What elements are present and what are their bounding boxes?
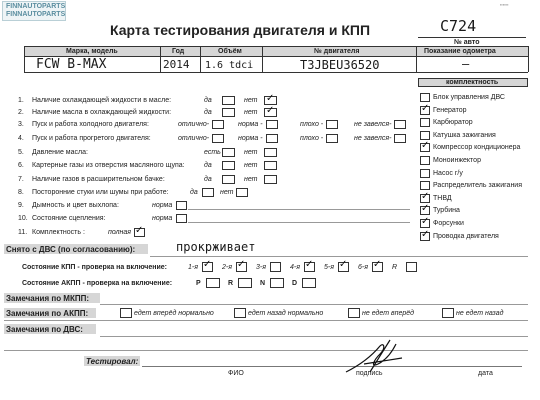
note-akpp-label: Замечания по АКПП: [6,309,89,318]
option-checkbox[interactable] [236,188,248,197]
row-label: Состояние сцепления: [32,215,106,222]
check-mark-icon: ✓ [305,259,314,270]
option-label: норма - [238,121,263,128]
row-number: 2. [18,109,24,116]
option-label: не завелся- [354,121,392,128]
check-mark-icon: ✓ [421,140,430,152]
sign-fio: ФИО [228,370,244,377]
option-checkbox[interactable] [394,120,406,129]
row-number: 10. [18,215,28,222]
row-label: Наличие масла в охлаждающей жидкости: [32,109,172,116]
sign-date: дата [478,370,493,377]
option-label: норма [152,215,173,222]
option-checkbox[interactable] [202,188,214,197]
option-label: отлично- [178,135,210,142]
row-label: Посторонние стуки или шумы при работе: [32,189,169,196]
option-label: да [204,162,212,169]
option-checkbox[interactable] [222,161,235,170]
check-mark-icon: ✓ [373,259,382,270]
row-label: Давление масла: [32,149,88,156]
top-corner-noise: ▪▪▪▪▪▪ [500,2,509,7]
option-label: норма [152,202,173,209]
option-checkbox[interactable] [212,134,224,143]
check-mark-icon: ✓ [421,102,430,114]
check-mark-icon: ✓ [421,203,430,215]
row-number: 9. [18,202,24,209]
check-mark-icon: ✓ [203,259,212,270]
value-volume: 1.6 tdci [205,60,254,71]
gear-label: 3-я [256,264,266,271]
header-brand: Марка, модель [66,48,118,55]
gear-label: 6-я [358,264,368,271]
option-label: отлично- [178,121,210,128]
option-label: есть [204,149,221,156]
row-number: 11. [18,229,28,236]
check-mark-icon: ✓ [421,216,430,227]
auto-position-label: R [228,280,234,287]
row-label: Наличие охлаждающей жидкости в масле: [32,97,172,104]
component-label: Насос г/у [433,169,463,177]
auto-position-checkbox[interactable] [302,278,316,288]
option-checkbox[interactable] [264,161,277,170]
row-label: Комплектность : [32,229,85,236]
component-checkbox[interactable] [420,169,430,178]
check-mark-icon: ✓ [266,93,275,104]
component-label: Генератор [433,106,467,114]
option-label: нет [244,176,258,183]
row-label: Пуск и работа прогретого двигателя: [32,135,151,142]
check-mark-icon: ✓ [237,259,246,270]
row-label: Пуск и работа холодного двигателя: [32,121,149,128]
gear-label: R [392,264,398,271]
option-checkbox[interactable] [176,201,187,210]
value-brand: FCW B-MAX [36,57,107,72]
akpp-option-label: едет назад нормально [248,310,324,317]
auto-position-checkbox[interactable] [238,278,252,288]
header-year: Год [172,48,185,55]
gear-checkbox[interactable] [406,262,417,272]
option-checkbox[interactable] [222,175,235,184]
option-label: нет [244,97,258,104]
component-checkbox[interactable] [420,156,430,165]
document-title: Карта тестирования двигателя и КПП [110,22,371,38]
option-label: нет [244,109,258,116]
component-label: Катушка зажигания [433,131,496,139]
component-label: Распределитель зажигания [433,182,523,190]
removed-label: Снято с ДВС (по согласованию): [6,245,136,254]
component-label: Форсунки [433,220,464,227]
option-checkbox[interactable] [222,96,235,105]
component-label: Турбина [433,207,460,215]
removed-value: прокрживает [176,240,256,254]
component-checkbox[interactable] [420,118,430,127]
component-label: Блок управления ДВС [433,94,505,101]
option-label: плохо - [300,135,324,142]
row-label: Наличие газов в расширительном бачке: [32,176,165,183]
row-label: Картерные газы из отверстия масляного щупа: [32,162,185,169]
component-label: ТНВД [433,194,452,202]
value-year: 2014 [163,58,190,71]
row-number: 4. [18,135,24,142]
akpp-option-label: не едет назад [456,310,504,317]
fill-line [188,222,410,223]
row-number: 3. [18,121,24,128]
check-mark-icon: ✓ [266,105,275,116]
note-mkpp-label: Замечания по МКПП: [6,294,90,303]
option-checkbox[interactable] [264,148,277,157]
option-label: плохо - [300,121,324,128]
row-number: 6. [18,162,24,169]
option-checkbox[interactable] [264,175,277,184]
option-checkbox[interactable] [326,134,338,143]
value-engine-no: T3JBEU36520 [300,58,380,72]
gear-checkbox[interactable] [270,262,281,272]
component-checkbox[interactable] [420,131,430,140]
gear-label: 1-я [188,264,198,271]
option-label: нет [244,149,258,156]
component-checkbox[interactable] [420,181,430,190]
akpp-option-checkbox[interactable] [442,308,454,318]
value-odometer: — [462,57,470,71]
option-checkbox[interactable] [326,120,338,129]
auto-position-label: D [292,280,298,287]
gear-label: 4-я [290,264,300,271]
option-label: да [204,97,212,104]
fill-line [188,209,410,210]
option-label: не завелся- [354,135,392,142]
gearbox-manual-label: Состояние КПП - проверка на включение: [22,264,167,271]
option-checkbox[interactable] [266,120,278,129]
option-checkbox[interactable] [176,214,187,223]
signature-scribble [340,338,410,376]
component-label: Проводка двигателя [433,232,499,240]
auto-position-label: P [196,280,201,287]
option-checkbox[interactable] [394,134,406,143]
auto-position-checkbox[interactable] [206,278,220,288]
option-label: полная [108,229,132,236]
auto-number-label: № авто [454,39,480,46]
option-checkbox[interactable] [222,148,235,157]
row-label: Дымность и цвет выхлопа: [32,202,119,209]
akpp-option-checkbox[interactable] [348,308,360,318]
check-mark-icon: ✓ [339,259,348,270]
completeness-label: комплектность [446,79,499,86]
watermark-logo [2,1,66,21]
row-number: 5. [18,149,24,156]
akpp-option-checkbox[interactable] [120,308,132,318]
option-checkbox[interactable] [222,108,235,117]
note-dvs-label: Замечания по ДВС: [6,325,83,334]
option-checkbox[interactable] [212,120,224,129]
component-label: Карбюратор [433,119,473,127]
check-mark-icon: ✓ [135,225,144,236]
gearbox-auto-label: Состояние АКПП - проверка на включение: [22,280,173,287]
check-mark-icon: ✓ [421,190,430,202]
option-label: нет [244,162,258,169]
akpp-option-label: едет вперёд нормально [134,310,214,317]
component-checkbox[interactable] [420,93,430,102]
option-label: норма - [238,135,263,142]
gear-label: 2-я [222,264,232,271]
option-label: нет [220,189,234,196]
sign-signature: подпись [356,370,383,377]
option-label: да [204,176,212,183]
component-label: Моноинжектор [433,157,481,164]
row-number: 8. [18,189,24,196]
header-volume: Объём [218,48,242,55]
option-label: да [204,109,212,116]
watermark-line2: FINNAUTOPARTS [6,11,66,18]
header-odometer: Показание одометра [424,48,496,55]
row-number: 1. [18,97,24,104]
component-label: Компрессор кондиционера [433,144,521,152]
auto-number-value: C724 [440,17,477,35]
akpp-option-label: не едет вперёд [362,310,415,317]
auto-position-label: N [260,280,266,287]
option-checkbox[interactable] [266,134,278,143]
check-mark-icon: ✓ [421,228,430,240]
auto-position-checkbox[interactable] [270,278,284,288]
akpp-option-checkbox[interactable] [234,308,246,318]
option-label: да [190,189,198,196]
tested-label: Тестировал: [86,357,139,366]
row-number: 7. [18,176,24,183]
watermark-line1: FINNAUTOPARTS [6,3,66,10]
header-engine-no: № двигателя [314,48,360,55]
gear-label: 5-я [324,264,334,271]
